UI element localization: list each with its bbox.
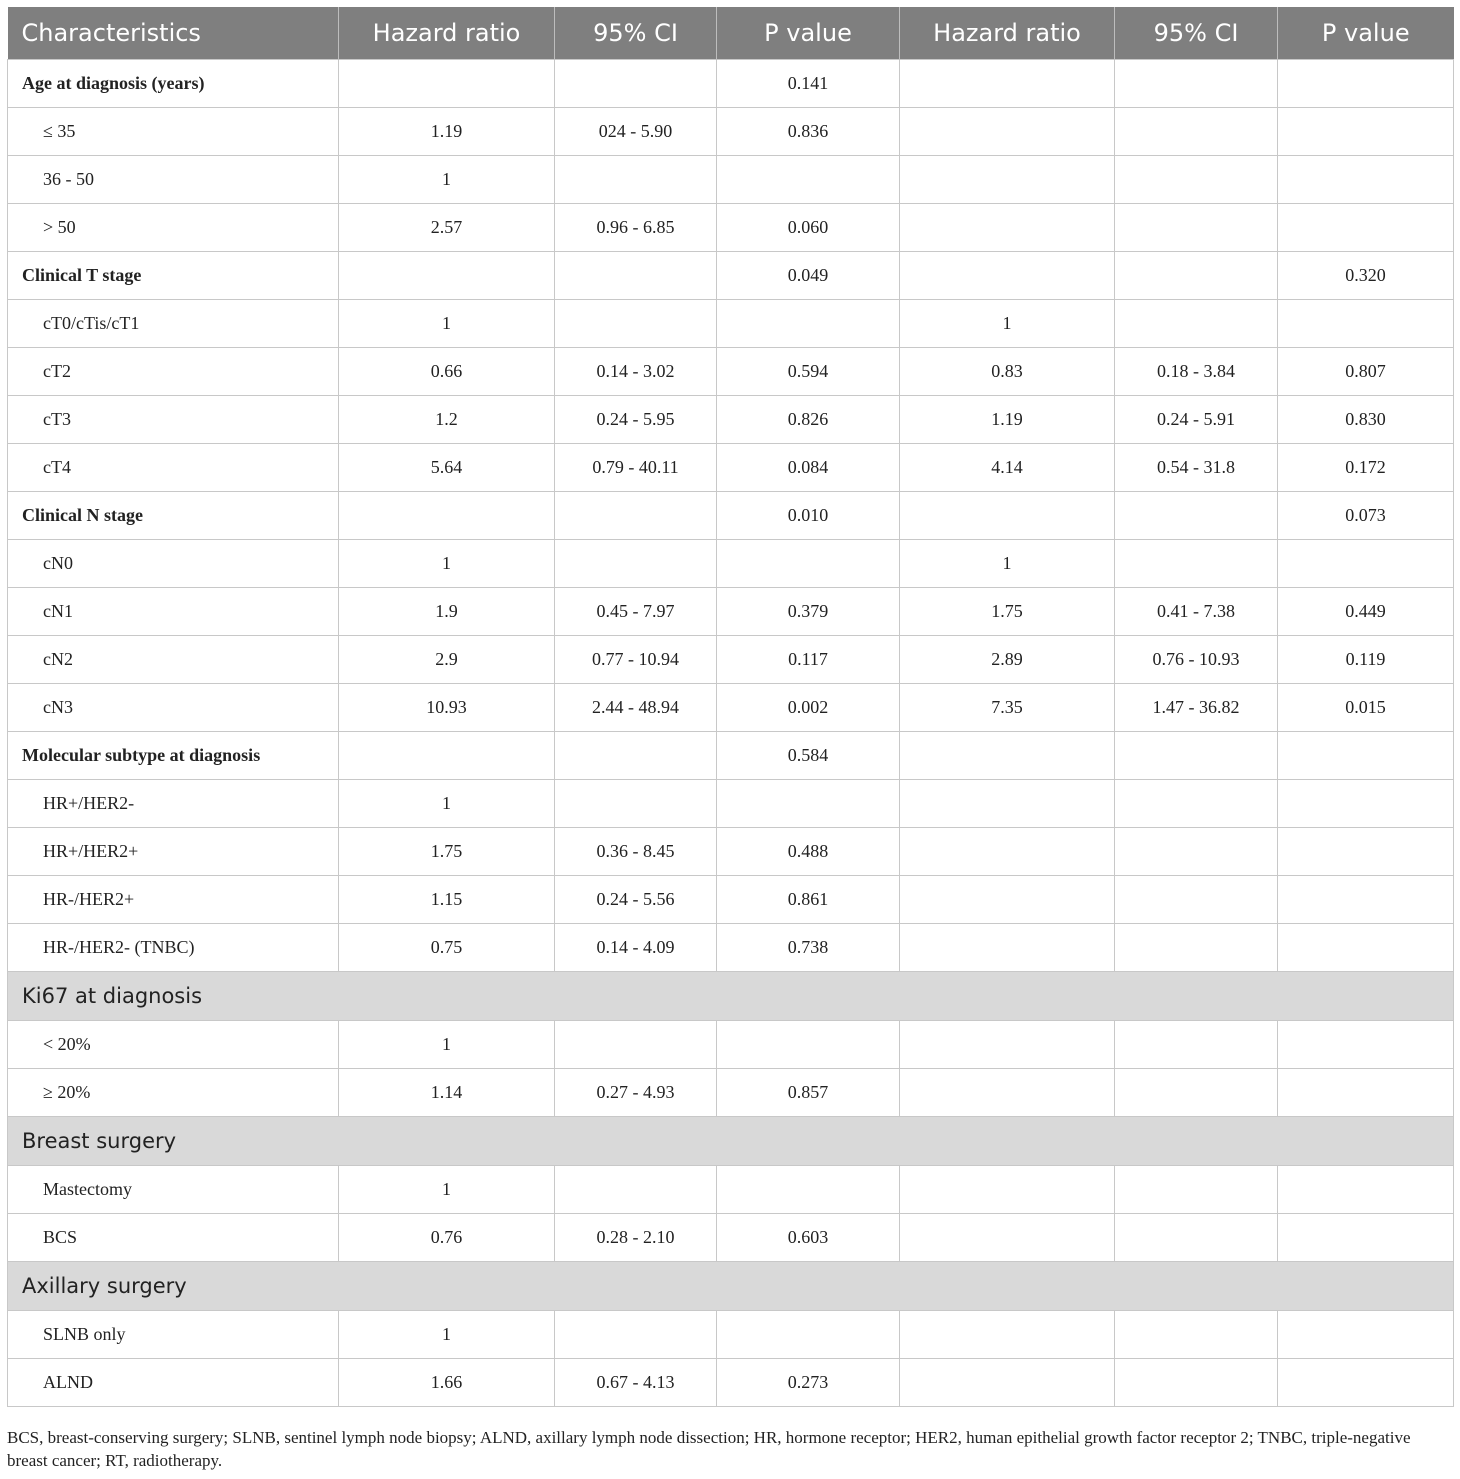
table-cell — [717, 780, 900, 828]
table-cell: 1 — [339, 1311, 555, 1359]
table-cell: 10.93 — [339, 684, 555, 732]
table-cell — [555, 156, 717, 204]
table-row — [8, 348, 1454, 396]
table-cell: 0.24 - 5.91 — [1115, 396, 1278, 444]
table-cell: 0.449 — [1278, 588, 1454, 636]
table-row — [8, 108, 1454, 156]
table-cell — [717, 1311, 900, 1359]
table-cell — [1278, 204, 1454, 252]
table-cell: 0.826 — [717, 396, 900, 444]
table-cell: 0.96 - 6.85 — [555, 204, 717, 252]
table-cell: 0.36 - 8.45 — [555, 828, 717, 876]
table-cell: 4.14 — [900, 444, 1115, 492]
table-cell: 0.28 - 2.10 — [555, 1214, 717, 1262]
table-cell — [1115, 732, 1278, 780]
table-row — [8, 396, 1454, 444]
table-cell: 0.603 — [717, 1214, 900, 1262]
header-ci-multivariate: 95% CI — [1115, 7, 1278, 60]
table-cell: 0.002 — [717, 684, 900, 732]
row-label: HR-/HER2+ — [8, 876, 339, 924]
table-cell — [555, 60, 717, 108]
table-cell — [1115, 108, 1278, 156]
header-p-value-univariate: P value — [717, 7, 900, 60]
row-label: ≤ 35 — [8, 108, 339, 156]
table-cell: 0.75 — [339, 924, 555, 972]
table-cell: 0.14 - 4.09 — [555, 924, 717, 972]
table-cell — [555, 540, 717, 588]
row-label: cN3 — [8, 684, 339, 732]
section-title: Breast surgery — [8, 1117, 1454, 1166]
table-cell — [1278, 60, 1454, 108]
section-header-row — [8, 972, 1454, 1021]
table-cell — [900, 108, 1115, 156]
row-label: ALND — [8, 1359, 339, 1407]
table-cell — [555, 780, 717, 828]
table-cell — [1278, 732, 1454, 780]
table-cell — [900, 156, 1115, 204]
table-cell — [900, 924, 1115, 972]
table-cell: 1.75 — [900, 588, 1115, 636]
table-cell — [900, 780, 1115, 828]
row-label: SLNB only — [8, 1311, 339, 1359]
table-cell — [900, 1311, 1115, 1359]
table-row — [8, 540, 1454, 588]
table-cell — [1115, 1311, 1278, 1359]
table-cell: 0.379 — [717, 588, 900, 636]
group-row — [8, 732, 1454, 780]
table-cell: 0.584 — [717, 732, 900, 780]
table-cell: 0.594 — [717, 348, 900, 396]
table-cell: 2.9 — [339, 636, 555, 684]
table-cell — [1278, 1311, 1454, 1359]
table-cell — [555, 732, 717, 780]
table-cell: 1.66 — [339, 1359, 555, 1407]
table-cell — [555, 1311, 717, 1359]
table-cell: 1 — [339, 1166, 555, 1214]
group-label: Age at diagnosis (years) — [8, 60, 339, 108]
row-label: cN2 — [8, 636, 339, 684]
table-cell — [1278, 540, 1454, 588]
table-cell: 0.488 — [717, 828, 900, 876]
table-cell — [717, 156, 900, 204]
table-cell — [900, 1166, 1115, 1214]
group-label: Molecular subtype at diagnosis — [8, 732, 339, 780]
row-label: cT2 — [8, 348, 339, 396]
table-cell — [1278, 108, 1454, 156]
row-label: < 20% — [8, 1021, 339, 1069]
table-cell — [1115, 252, 1278, 300]
table-cell — [1115, 1214, 1278, 1262]
table-cell: 0.45 - 7.97 — [555, 588, 717, 636]
table-cell — [339, 252, 555, 300]
table-cell: 0.66 — [339, 348, 555, 396]
table-cell: 0.141 — [717, 60, 900, 108]
table-cell — [1278, 1021, 1454, 1069]
table-cell: 0.14 - 3.02 — [555, 348, 717, 396]
table-row — [8, 924, 1454, 972]
header-hazard-ratio-multivariate: Hazard ratio — [900, 7, 1115, 60]
table-row — [8, 828, 1454, 876]
table-cell — [555, 300, 717, 348]
table-row — [8, 876, 1454, 924]
table-cell: 2.57 — [339, 204, 555, 252]
row-label: cN1 — [8, 588, 339, 636]
table-cell: 0.67 - 4.13 — [555, 1359, 717, 1407]
header-p-value-multivariate: P value — [1278, 7, 1454, 60]
table-cell: 1.2 — [339, 396, 555, 444]
table-cell: 0.073 — [1278, 492, 1454, 540]
table-cell: 1.9 — [339, 588, 555, 636]
table-cell — [717, 300, 900, 348]
group-label: Clinical T stage — [8, 252, 339, 300]
table-cell — [1278, 156, 1454, 204]
table-cell — [1278, 876, 1454, 924]
table-cell — [1115, 492, 1278, 540]
table-cell — [1278, 828, 1454, 876]
table-cell: 0.273 — [717, 1359, 900, 1407]
table-footnote: BCS, breast-conserving surgery; SLNB, sentinel lymph node biopsy; ALND, axillary lymph node dissection; HR, hormone receptor; HER2, human epithelial growth factor receptor 2; TNBC, triple-negative breast cancer; RT, radiotherapy. — [7, 1428, 1411, 1470]
table-cell — [555, 1166, 717, 1214]
table-cell: 0.24 - 5.95 — [555, 396, 717, 444]
table-cell — [1278, 1214, 1454, 1262]
table-cell — [1278, 300, 1454, 348]
table-cell — [1278, 780, 1454, 828]
table-cell: 1.19 — [339, 108, 555, 156]
hazard-ratio-table — [7, 7, 1454, 1407]
table-cell: 0.79 - 40.11 — [555, 444, 717, 492]
table-cell — [900, 876, 1115, 924]
table-body — [8, 60, 1454, 1407]
table-cell — [1115, 828, 1278, 876]
table-cell: 0.060 — [717, 204, 900, 252]
row-label: cN0 — [8, 540, 339, 588]
table-cell: 0.172 — [1278, 444, 1454, 492]
row-label: HR-/HER2- (TNBC) — [8, 924, 339, 972]
table-cell — [555, 252, 717, 300]
table-cell — [1115, 924, 1278, 972]
table-cell: 1 — [339, 780, 555, 828]
table-row — [8, 1166, 1454, 1214]
table-cell: 2.44 - 48.94 — [555, 684, 717, 732]
table-cell: 1.19 — [900, 396, 1115, 444]
table-cell — [717, 540, 900, 588]
table-cell — [1115, 1359, 1278, 1407]
table-cell: 0.857 — [717, 1069, 900, 1117]
section-header-row — [8, 1262, 1454, 1311]
group-row — [8, 252, 1454, 300]
table-cell — [339, 60, 555, 108]
row-label: 36 - 50 — [8, 156, 339, 204]
table-cell — [1115, 156, 1278, 204]
table-cell: 0.41 - 7.38 — [1115, 588, 1278, 636]
table-cell — [1115, 60, 1278, 108]
table-cell: 1.14 — [339, 1069, 555, 1117]
table-cell: 7.35 — [900, 684, 1115, 732]
table-row — [8, 1069, 1454, 1117]
table-cell: 024 - 5.90 — [555, 108, 717, 156]
row-label: cT3 — [8, 396, 339, 444]
table-row — [8, 1311, 1454, 1359]
header-hazard-ratio-univariate: Hazard ratio — [339, 7, 555, 60]
table-row — [8, 780, 1454, 828]
table-cell: 0.320 — [1278, 252, 1454, 300]
table-cell — [1115, 540, 1278, 588]
table-cell — [900, 60, 1115, 108]
table-cell: 0.738 — [717, 924, 900, 972]
row-label: BCS — [8, 1214, 339, 1262]
row-label: > 50 — [8, 204, 339, 252]
table-cell — [900, 1069, 1115, 1117]
table-row — [8, 1021, 1454, 1069]
table-cell: 1 — [339, 300, 555, 348]
table-row — [8, 300, 1454, 348]
table-cell — [900, 204, 1115, 252]
table-cell: 0.24 - 5.56 — [555, 876, 717, 924]
table-cell: 0.76 — [339, 1214, 555, 1262]
table-cell: 1 — [339, 156, 555, 204]
table-row — [8, 156, 1454, 204]
table-cell — [1115, 1166, 1278, 1214]
table-cell — [1278, 1166, 1454, 1214]
table-cell — [900, 1359, 1115, 1407]
table-cell: 0.27 - 4.93 — [555, 1069, 717, 1117]
group-label: Clinical N stage — [8, 492, 339, 540]
row-label: HR+/HER2- — [8, 780, 339, 828]
table-cell — [1115, 1069, 1278, 1117]
row-label: Mastectomy — [8, 1166, 339, 1214]
table-cell — [339, 732, 555, 780]
table-cell: 0.084 — [717, 444, 900, 492]
row-label: cT4 — [8, 444, 339, 492]
table-cell — [1115, 780, 1278, 828]
table-cell: 1.75 — [339, 828, 555, 876]
group-row — [8, 60, 1454, 108]
table-row — [8, 1359, 1454, 1407]
table-cell — [900, 492, 1115, 540]
table-cell — [717, 1021, 900, 1069]
row-label: cT0/cTis/cT1 — [8, 300, 339, 348]
header-ci-univariate: 95% CI — [555, 7, 717, 60]
table-cell: 0.77 - 10.94 — [555, 636, 717, 684]
table-cell: 0.54 - 31.8 — [1115, 444, 1278, 492]
table-cell — [900, 828, 1115, 876]
table-cell: 0.830 — [1278, 396, 1454, 444]
table-row — [8, 204, 1454, 252]
table-cell: 0.010 — [717, 492, 900, 540]
table-cell — [1115, 300, 1278, 348]
table-cell — [900, 732, 1115, 780]
table-cell — [555, 492, 717, 540]
table-cell — [1115, 1021, 1278, 1069]
table-cell — [1278, 1069, 1454, 1117]
table-cell: 0.117 — [717, 636, 900, 684]
section-header-row — [8, 1117, 1454, 1166]
table-cell: 1 — [900, 300, 1115, 348]
table-cell: 0.015 — [1278, 684, 1454, 732]
table-cell: 0.83 — [900, 348, 1115, 396]
table-cell: 0.807 — [1278, 348, 1454, 396]
group-row — [8, 492, 1454, 540]
table-row — [8, 444, 1454, 492]
table-cell: 0.049 — [717, 252, 900, 300]
table-cell — [339, 492, 555, 540]
table-cell: 0.76 - 10.93 — [1115, 636, 1278, 684]
table-cell — [900, 252, 1115, 300]
table-cell: 0.861 — [717, 876, 900, 924]
row-label: ≥ 20% — [8, 1069, 339, 1117]
table-cell: 5.64 — [339, 444, 555, 492]
table-cell — [1115, 204, 1278, 252]
table-header-row — [8, 7, 1454, 60]
table-cell: 1 — [339, 540, 555, 588]
section-title: Axillary surgery — [8, 1262, 1454, 1311]
table-row — [8, 588, 1454, 636]
table-cell — [1278, 924, 1454, 972]
table-cell: 1.47 - 36.82 — [1115, 684, 1278, 732]
table-cell — [900, 1021, 1115, 1069]
header-characteristics: Characteristics — [8, 7, 339, 60]
table-cell — [555, 1021, 717, 1069]
table-row — [8, 684, 1454, 732]
table-cell — [900, 1214, 1115, 1262]
section-title: Ki67 at diagnosis — [8, 972, 1454, 1021]
table-cell: 0.119 — [1278, 636, 1454, 684]
table-cell: 1 — [339, 1021, 555, 1069]
table-cell: 0.836 — [717, 108, 900, 156]
table-row — [8, 636, 1454, 684]
table-cell — [1115, 876, 1278, 924]
table-cell: 1 — [900, 540, 1115, 588]
table-cell — [717, 1166, 900, 1214]
table-cell: 1.15 — [339, 876, 555, 924]
table-cell: 0.18 - 3.84 — [1115, 348, 1278, 396]
table-cell — [1278, 1359, 1454, 1407]
table-cell: 2.89 — [900, 636, 1115, 684]
table-row — [8, 1214, 1454, 1262]
row-label: HR+/HER2+ — [8, 828, 339, 876]
